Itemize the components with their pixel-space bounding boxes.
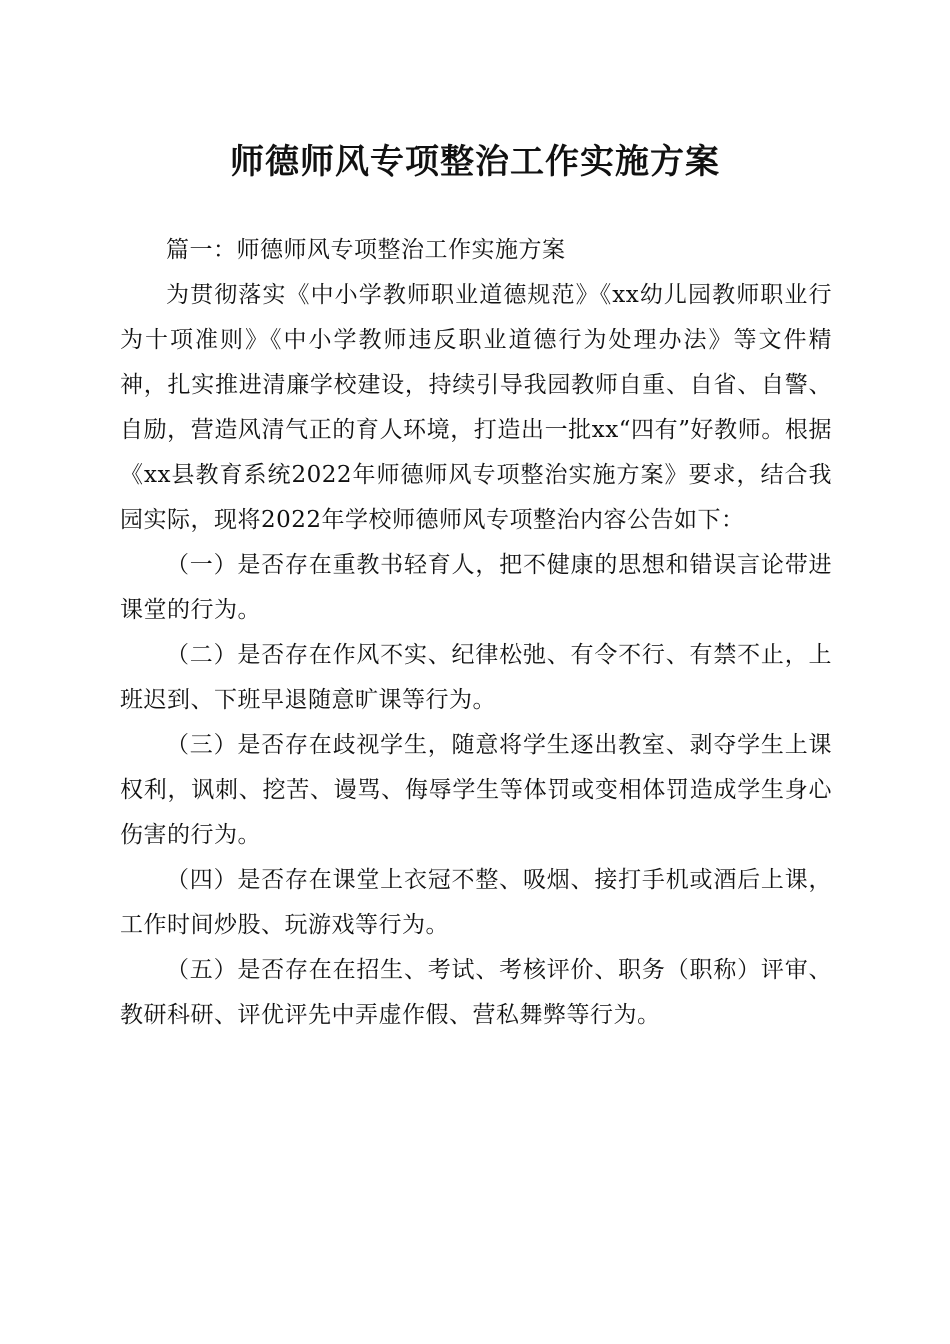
item-paragraph-1: （一）是否存在重教书轻育人，把不健康的思想和错误言论带进课堂的行为。	[120, 552, 832, 623]
document-title: 师德师风专项整治工作实施方案	[230, 142, 720, 182]
document-subtitle: 篇一：师德师风专项整治工作实施方案	[166, 237, 566, 263]
document-body	[120, 228, 832, 1038]
intro-paragraph: 为贯彻落实《中小学教师职业道德规范》《xx幼儿园教师职业行为十项准则》《中小学教师违反职业道德行为处理办法》等文件精神，扎实推进清廉学校建设，持续引导我园教师自重、自省、自警、自励，营造风清气正的育人环境，打造出一批xx“四有”好教师。根据《xx县教育系统2022年师德师风专项整治实施方案》要求，结合我园实际，现将2022年学校师德师风专项整治内容公告如下：	[120, 282, 832, 533]
item-paragraph-5: （五）是否存在在招生、考试、考核评价、职务（职称）评审、教研科研、评优评先中弄虚作假、营私舞弊等行为。	[120, 957, 832, 1028]
item-paragraph-4: （四）是否存在课堂上衣冠不整、吸烟、接打手机或酒后上课，工作时间炒股、玩游戏等行为。	[120, 867, 832, 938]
item-paragraph-3: （三）是否存在歧视学生，随意将学生逐出教室、剥夺学生上课权利，讽刺、挖苦、谩骂、侮辱学生等体罚或变相体罚造成学生身心伤害的行为。	[120, 732, 832, 848]
item-paragraph-2: （二）是否存在作风不实、纪律松弛、有令不行、有禁不止，上班迟到、下班早退随意旷课等行为。	[120, 642, 832, 713]
